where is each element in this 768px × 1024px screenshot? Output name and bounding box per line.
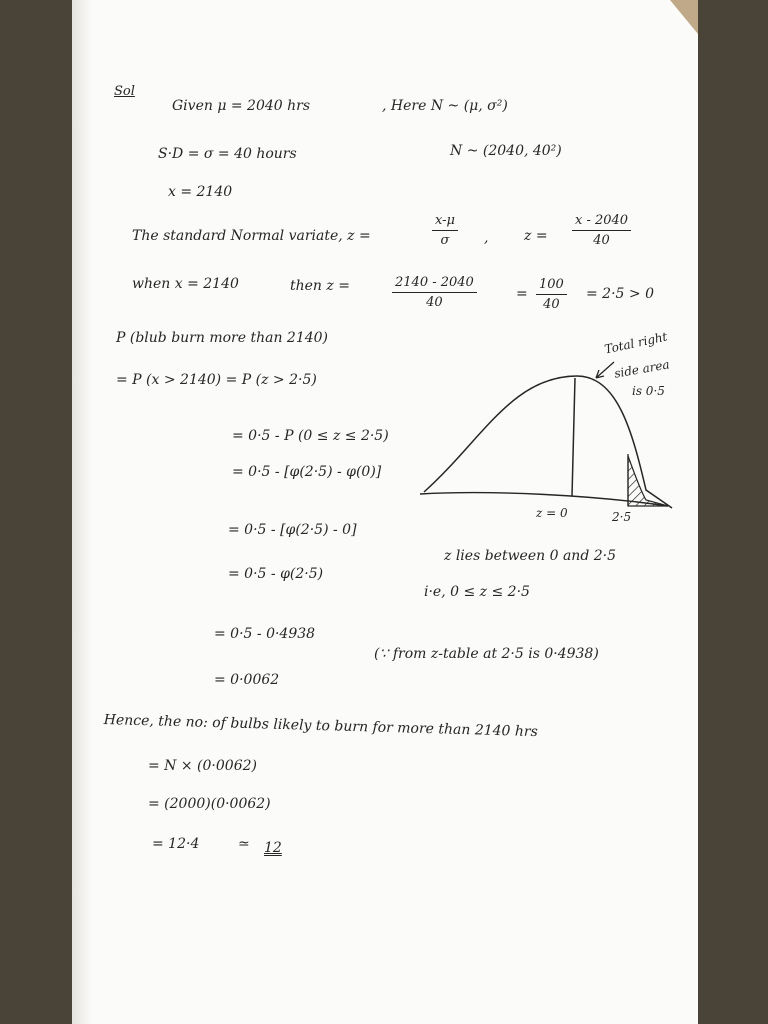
when-text: when x = 2140 <box>132 276 239 292</box>
annotation-side-area: side area <box>613 357 671 381</box>
annotation-arrow <box>596 362 614 378</box>
z-formula-denominator: σ <box>440 233 450 248</box>
z-result: = 2·5 > 0 <box>586 286 654 302</box>
step-2: = 0·5 - P (0 ≤ z ≤ 2·5) <box>232 428 389 444</box>
step-5: = 0·5 - φ(2·5) <box>228 566 324 582</box>
mean-line <box>572 378 575 496</box>
normal-curve-diagram <box>72 0 698 1024</box>
prob-statement: P (blub burn more than 2140) <box>116 330 329 346</box>
shaded-tail <box>628 456 668 506</box>
comma: , <box>484 230 489 246</box>
step-1: = P (x > 2140) = P (z > 2·5) <box>116 372 317 388</box>
z-calc2-numerator: 100 <box>536 276 567 295</box>
step-3: = 0·5 - [φ(2·5) - φ(0)] <box>232 464 382 480</box>
z-formula-numerator: x-μ <box>432 212 458 231</box>
here-dist: , Here N ~ (μ, σ²) <box>382 98 508 114</box>
dist-values: N ~ (2040, 40²) <box>450 143 562 159</box>
annotation-is-half: is 0·5 <box>632 384 665 398</box>
z-lies-note: z lies between 0 and 2·5 <box>444 548 616 564</box>
solution-label: Sol <box>114 84 135 99</box>
final-answer: 12 <box>264 840 282 856</box>
z-calc2-denominator: 40 <box>543 297 560 312</box>
std-variate-label: The standard Normal variate, z = <box>132 228 371 244</box>
step-4: = 0·5 - [φ(2·5) - 0] <box>228 522 357 538</box>
ie-note: i·e, 0 ≤ z ≤ 2·5 <box>424 584 530 600</box>
z-calc-numerator: 2140 - 2040 <box>392 274 477 293</box>
step-7: = 0·0062 <box>214 672 280 688</box>
standard-deviation: S·D = σ = 40 hours <box>158 146 297 162</box>
given-mean: Given μ = 2040 hrs <box>172 98 311 114</box>
calc-3: = 12·4 <box>152 836 200 852</box>
notebook-page <box>72 0 698 1024</box>
z-calc-denominator: 40 <box>426 295 443 310</box>
annotation-total-right: Total right <box>603 329 669 357</box>
hence-text: Hence, the no: of bulbs likely to burn for more than 2140 hrs <box>103 712 539 741</box>
calc-1: = N × (0·0062) <box>148 758 257 774</box>
z-sub-denominator: 40 <box>593 233 610 248</box>
step-6: = 0·5 - 0·4938 <box>214 626 316 642</box>
z-label-2: z = <box>524 228 548 244</box>
calc-2: = (2000)(0·0062) <box>148 796 271 812</box>
z-zero-label: z = 0 <box>536 506 568 520</box>
z-cutoff-label: 2·5 <box>612 510 632 524</box>
z-sub-numerator: x - 2040 <box>572 212 631 231</box>
z-table-note: (∵ from z-table at 2·5 is 0·4938) <box>374 646 599 662</box>
x-value: x = 2140 <box>168 184 233 200</box>
equals-sign: = <box>516 286 528 302</box>
then-text: then z = <box>290 278 350 294</box>
approx-sign: ≃ <box>238 836 250 852</box>
